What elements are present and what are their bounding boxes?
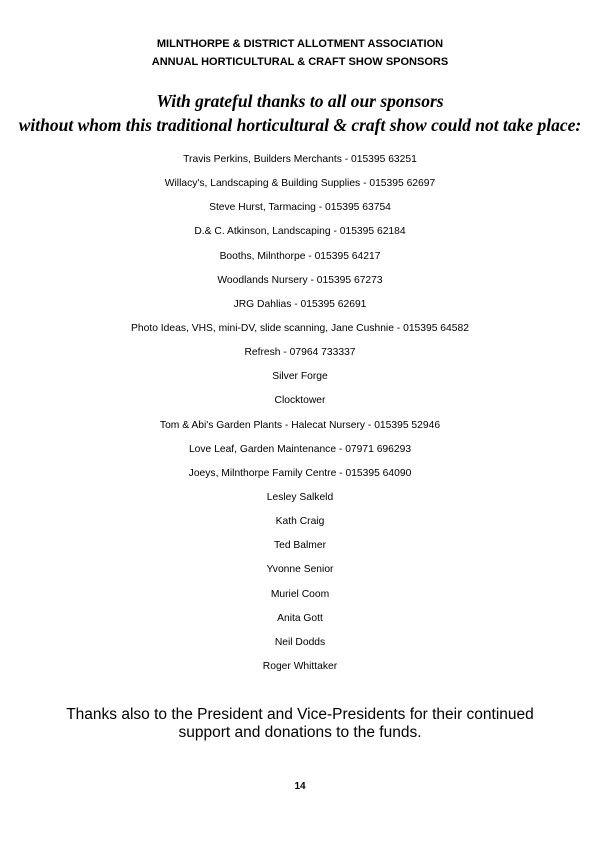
sponsor-item: Clocktower bbox=[274, 395, 326, 407]
sponsor-item: Ted Balmer bbox=[273, 540, 327, 552]
sponsor-item: Anita Gott bbox=[277, 612, 323, 624]
sponsor-list bbox=[0, 152, 600, 683]
sponsor-item: Woodlands Nursery - 015395 67273 bbox=[217, 274, 383, 286]
thanks-line-2: support and donations to the funds. bbox=[178, 724, 422, 741]
sponsor-item: Muriel Coom bbox=[270, 588, 330, 600]
intro-line-1: With grateful thanks to all our sponsors bbox=[156, 91, 444, 111]
header-title: MILNTHORPE & DISTRICT ALLOTMENT ASSOCIATION bbox=[156, 38, 444, 50]
sponsor-item: Steve Hurst, Tarmacing - 015395 63754 bbox=[209, 202, 391, 214]
sponsor-item: Booths, Milnthorpe - 015395 64217 bbox=[219, 250, 381, 262]
sponsor-item: Tom & Abi's Garden Plants - Halecat Nursery - 015395 52946 bbox=[159, 419, 441, 431]
sponsor-item: Willacy's, Landscaping & Building Supplies - 015395 62697 bbox=[164, 178, 436, 190]
sponsor-item: Photo Ideas, VHS, mini-DV, slide scanning, Jane Cushnie - 015395 64582 bbox=[131, 322, 469, 334]
sponsor-item: JRG Dahlias - 015395 62691 bbox=[233, 298, 367, 310]
sponsor-item: Travis Perkins, Builders Merchants - 015395 63251 bbox=[183, 154, 417, 165]
sponsor-item: Kath Craig bbox=[275, 516, 325, 528]
sponsor-item: Yvonne Senior bbox=[266, 564, 334, 576]
sponsor-item: Silver Forge bbox=[272, 371, 328, 383]
header-subtitle: ANNUAL HORTICULTURAL & CRAFT SHOW SPONSORS bbox=[151, 56, 449, 68]
sponsor-item: Love Leaf, Garden Maintenance - 07971 696293 bbox=[188, 443, 412, 455]
sponsor-item: Neil Dodds bbox=[274, 636, 326, 648]
sponsor-item: Joeys, Milnthorpe Family Centre - 015395 64090 bbox=[188, 467, 412, 479]
thanks-line-1: Thanks also to the President and Vice-Presidents for their continued bbox=[66, 706, 534, 723]
thanks-paragraph bbox=[0, 706, 600, 742]
page-number: 14 bbox=[294, 781, 306, 792]
sponsor-item: D.& C. Atkinson, Landscaping - 015395 62184 bbox=[194, 226, 406, 238]
sponsor-item: Lesley Salkeld bbox=[266, 491, 334, 503]
sponsor-item: Roger Whittaker bbox=[262, 660, 338, 672]
sponsor-item: Refresh - 07964 733337 bbox=[244, 347, 356, 359]
intro-line-2: without whom this traditional horticultural & craft show could not take place: bbox=[18, 115, 582, 135]
